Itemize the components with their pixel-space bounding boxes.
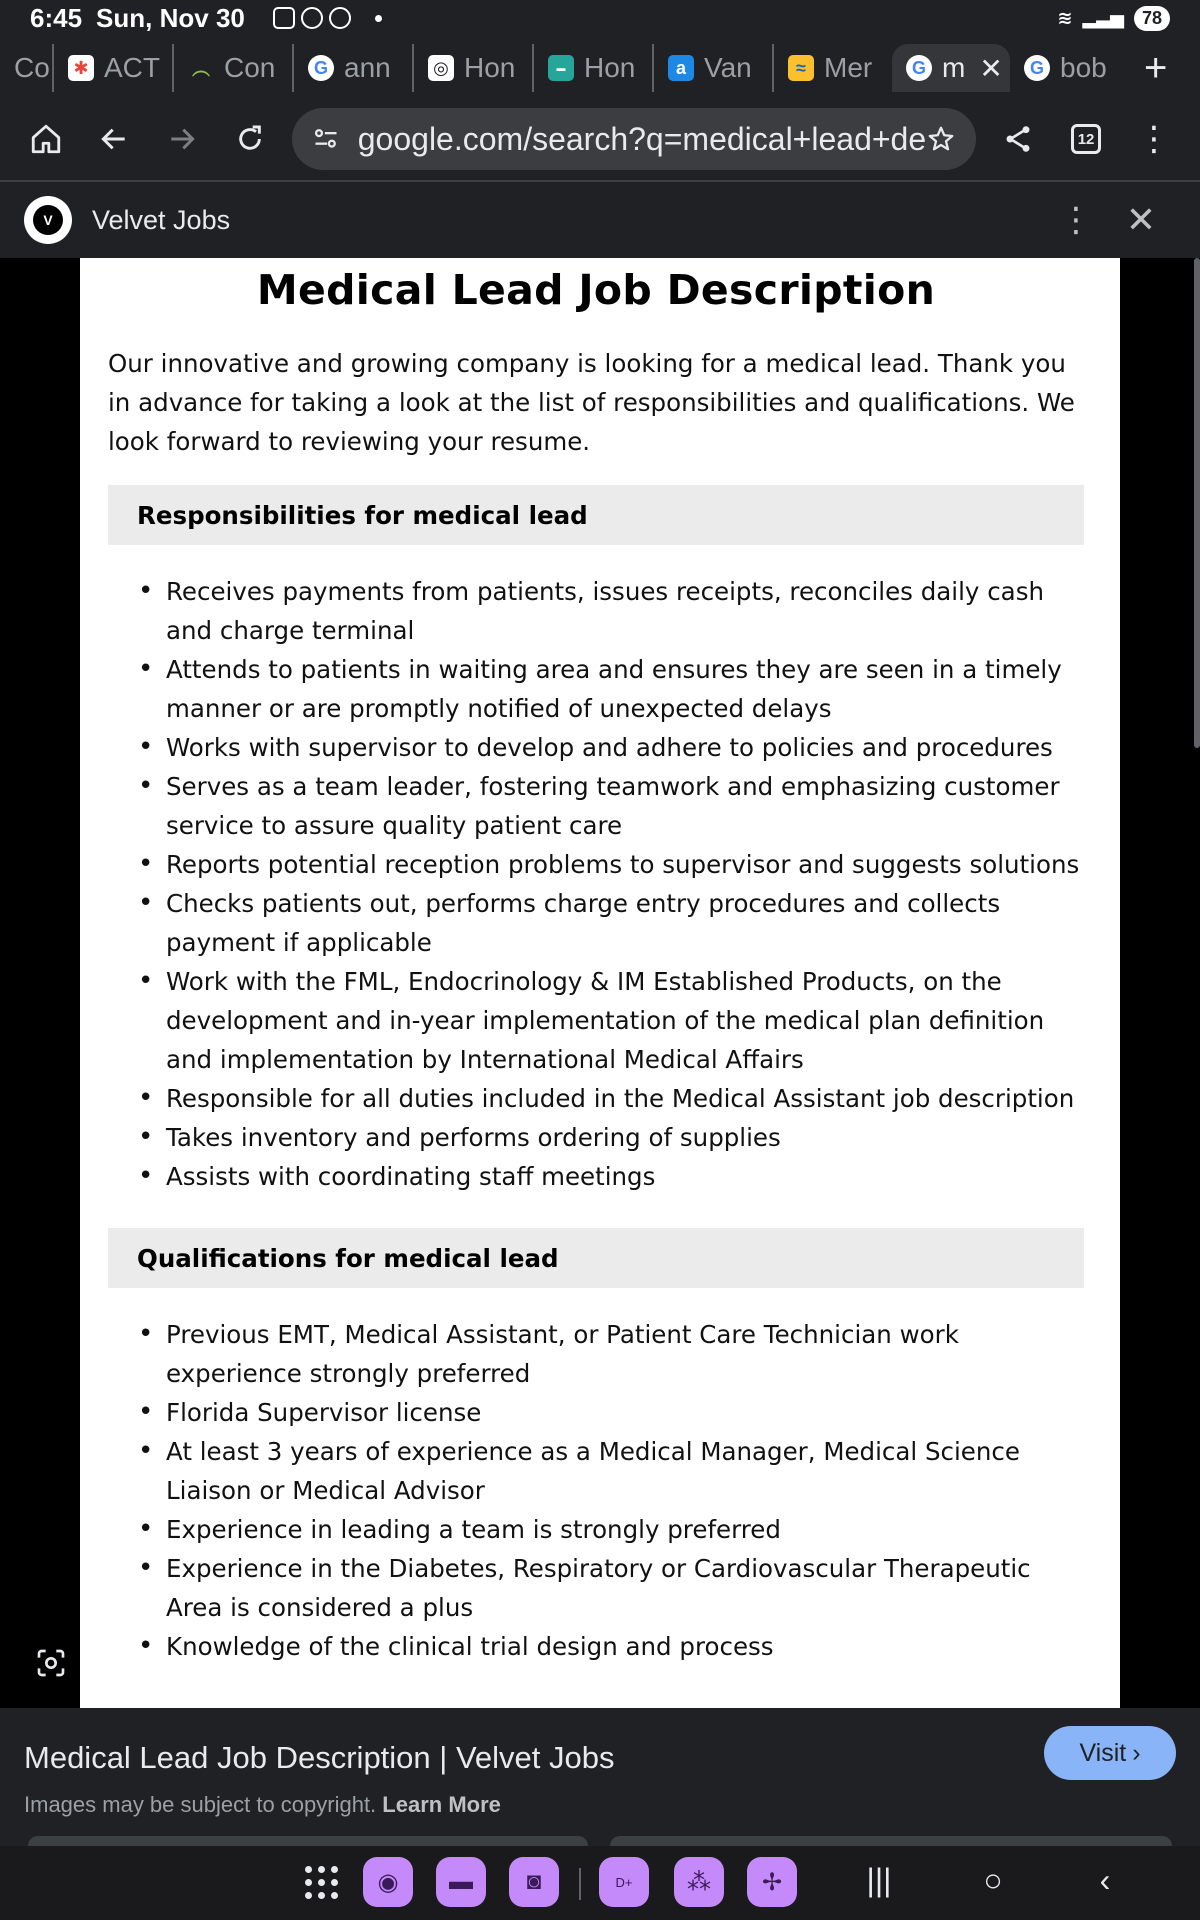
visit-button[interactable] <box>1044 1726 1176 1780</box>
more-vert-icon: ⋮ <box>1136 120 1171 158</box>
more-options-icon[interactable]: ⋮ <box>1059 201 1093 239</box>
visit-label: Visit <box>1079 1738 1127 1767</box>
image-viewer-header <box>0 182 1200 258</box>
app-notification-icon <box>301 7 323 29</box>
list-item: • Knowledge of the clinical trial design and process <box>138 1627 1084 1666</box>
image-caption <box>0 1708 1200 1842</box>
battery-indicator: 78 <box>1134 6 1170 31</box>
list-item: • Attends to patients in waiting area and ensures they are seen in a timely manner or are promptly notified of unexpected delays <box>138 650 1084 728</box>
document-intro: Our innovative and growing company is looking for a medical lead. Thank you in advance for taking a look at the list of responsibilities and qualifications. We look forward to reviewing your resume. <box>108 349 1075 456</box>
copyright-text: Images may be subject to copyright. <box>24 1792 377 1817</box>
browser-toolbar <box>0 100 1200 178</box>
related-result-peek[interactable] <box>610 1836 1172 1846</box>
site-name[interactable]: Velvet Jobs <box>92 204 231 235</box>
lens-icon <box>35 1647 67 1679</box>
tab-label: m <box>942 52 966 83</box>
lens-search-button[interactable] <box>28 1640 74 1686</box>
job-description-image <box>80 258 1120 1708</box>
image-viewer <box>0 258 1200 1708</box>
chevron-right-icon: › <box>1132 1738 1141 1767</box>
list-item: • Works with supervisor to develop and adhere to policies and procedures <box>138 728 1084 767</box>
hon2-favicon-icon: ▬ <box>548 55 574 81</box>
close-icon[interactable]: ✕ <box>1125 199 1157 240</box>
site-settings-icon[interactable] <box>312 125 340 153</box>
tab[interactable] <box>652 44 772 92</box>
qualifications-list <box>108 1315 1084 1666</box>
list-item: • Checks patients out, performs charge entry procedures and collects payment if applicable <box>138 884 1084 962</box>
tab[interactable] <box>0 44 52 92</box>
disney-plus-app-icon[interactable]: D+ <box>599 1857 649 1907</box>
list-item: • At least 3 years of experience as a Medical Manager, Medical Science Liaison or Medical Advisor <box>138 1432 1084 1510</box>
list-item: • Takes inventory and performs ordering of supplies <box>138 1118 1084 1157</box>
hon-favicon-icon: ◎ <box>428 55 454 81</box>
tab-count: 12 <box>1071 124 1101 154</box>
url-text: google.com/search?q=medical+lead+de <box>357 120 927 157</box>
address-bar[interactable] <box>292 108 976 170</box>
list-item: • Work with the FML, Endocrinology & IM Established Products, on the development and in-year implementation of the medical plan definition and implementation by International Medical Affairs <box>138 962 1084 1079</box>
copyright-note <box>24 1792 1176 1818</box>
list-item: • Experience in leading a team is strongly preferred <box>138 1510 1084 1549</box>
tab-switcher-button[interactable] <box>1052 103 1120 175</box>
con-favicon-icon: ︵ <box>192 59 210 79</box>
home-nav-icon[interactable]: ○ <box>983 1862 1003 1898</box>
tab[interactable] <box>292 44 412 92</box>
reload-button[interactable] <box>216 103 284 175</box>
camera-app-icon[interactable]: ◙ <box>509 1857 559 1907</box>
dock-separator <box>579 1868 581 1900</box>
forward-arrow-icon <box>166 123 198 155</box>
back-nav-icon[interactable]: ‹ <box>1099 1862 1111 1898</box>
mer-favicon-icon: ≈ <box>788 55 814 81</box>
app-drawer-icon[interactable] <box>305 1866 339 1900</box>
act-favicon-icon: ✱ <box>68 55 94 81</box>
browser-menu-button[interactable] <box>1120 103 1188 175</box>
google-favicon-icon: G <box>906 55 932 81</box>
close-tab-icon[interactable]: ✕ <box>979 52 1003 84</box>
tab-label: Co <box>14 52 50 83</box>
tab-label: ACT <box>104 52 160 83</box>
tab[interactable] <box>172 44 292 92</box>
tab[interactable] <box>772 44 892 92</box>
tab-label: Van <box>704 52 752 83</box>
list-item: • Previous EMT, Medical Assistant, or Patient Care Technician work experience strongly preferred <box>138 1315 1084 1393</box>
system-taskbar <box>0 1846 1200 1920</box>
app-folder-icon[interactable]: ⁂ <box>674 1857 724 1907</box>
qualifications-heading: Qualifications for medical lead <box>108 1228 1084 1288</box>
site-logo <box>24 196 72 244</box>
clock: 6:45 <box>30 2 83 33</box>
recent-apps-icon[interactable]: ||| <box>866 1862 892 1898</box>
tab-label: Mer <box>824 52 873 83</box>
tab[interactable] <box>412 44 532 92</box>
bookmark-star-icon[interactable] <box>926 124 956 154</box>
tab-label: ann <box>344 52 391 83</box>
site-logo-letter: V <box>33 205 63 235</box>
tab[interactable] <box>52 44 172 92</box>
new-tab-button[interactable]: + <box>1144 45 1168 90</box>
tab-label: Hon <box>464 52 516 83</box>
back-arrow-icon <box>98 123 130 155</box>
responsibilities-list <box>108 572 1084 1196</box>
amazon-favicon-icon: a <box>668 55 694 81</box>
list-item: • Florida Supervisor license <box>138 1393 1084 1432</box>
document-title: Medical Lead Job Description <box>256 266 936 314</box>
list-item: • Receives payments from patients, issues receipts, reconciles daily cash and charge terminal <box>138 572 1084 650</box>
related-result-peek[interactable] <box>28 1836 588 1846</box>
tab[interactable] <box>532 44 652 92</box>
wifi-icon: ≋ <box>1057 7 1073 28</box>
more-notifications-dot <box>375 15 382 22</box>
share-icon <box>1002 123 1034 155</box>
tab[interactable] <box>1010 44 1130 92</box>
files-app-icon[interactable]: ▬ <box>436 1857 486 1907</box>
tab-strip <box>0 40 1200 96</box>
calendar-notification-icon <box>273 7 295 29</box>
google-favicon-icon: G <box>308 55 334 81</box>
tab-label: bob <box>1060 52 1107 83</box>
list-item: • Reports potential reception problems to supervisor and suggests solutions <box>138 845 1084 884</box>
caption-title[interactable]: Medical Lead Job Description | Velvet Jobs <box>24 1740 615 1775</box>
chrome-app-icon[interactable]: ◉ <box>363 1857 413 1907</box>
list-item: • Responsible for all duties included in the Medical Assistant job description <box>138 1079 1084 1118</box>
share-button[interactable] <box>984 103 1052 175</box>
reload-icon <box>234 123 266 155</box>
app-notification-icon-2 <box>329 7 351 29</box>
tab-label: Con <box>224 52 276 83</box>
pinwheel-app-icon[interactable]: ✢ <box>747 1857 797 1907</box>
signal-icon: ▂▃▅ <box>1082 7 1124 28</box>
home-icon <box>29 122 63 156</box>
list-item: • Assists with coordinating staff meetings <box>138 1157 1084 1196</box>
date: Sun, Nov 30 <box>96 2 245 33</box>
tab-label: Hon <box>584 52 636 83</box>
list-item: • Serves as a team leader, fostering teamwork and emphasizing customer service to assure quality patient care <box>138 767 1084 845</box>
back-button[interactable] <box>80 103 148 175</box>
forward-button[interactable] <box>148 103 216 175</box>
responsibilities-heading: Responsibilities for medical lead <box>108 485 1084 545</box>
scrollbar[interactable] <box>1194 258 1200 748</box>
status-bar <box>0 0 1200 36</box>
list-item: • Experience in the Diabetes, Respiratory or Cardiovascular Therapeutic Area is considered a plus <box>138 1549 1084 1627</box>
tab-active[interactable] <box>892 44 1010 92</box>
learn-more-link[interactable]: Learn More <box>382 1792 501 1817</box>
google-favicon-icon: G <box>1024 55 1050 81</box>
home-button[interactable] <box>12 103 80 175</box>
